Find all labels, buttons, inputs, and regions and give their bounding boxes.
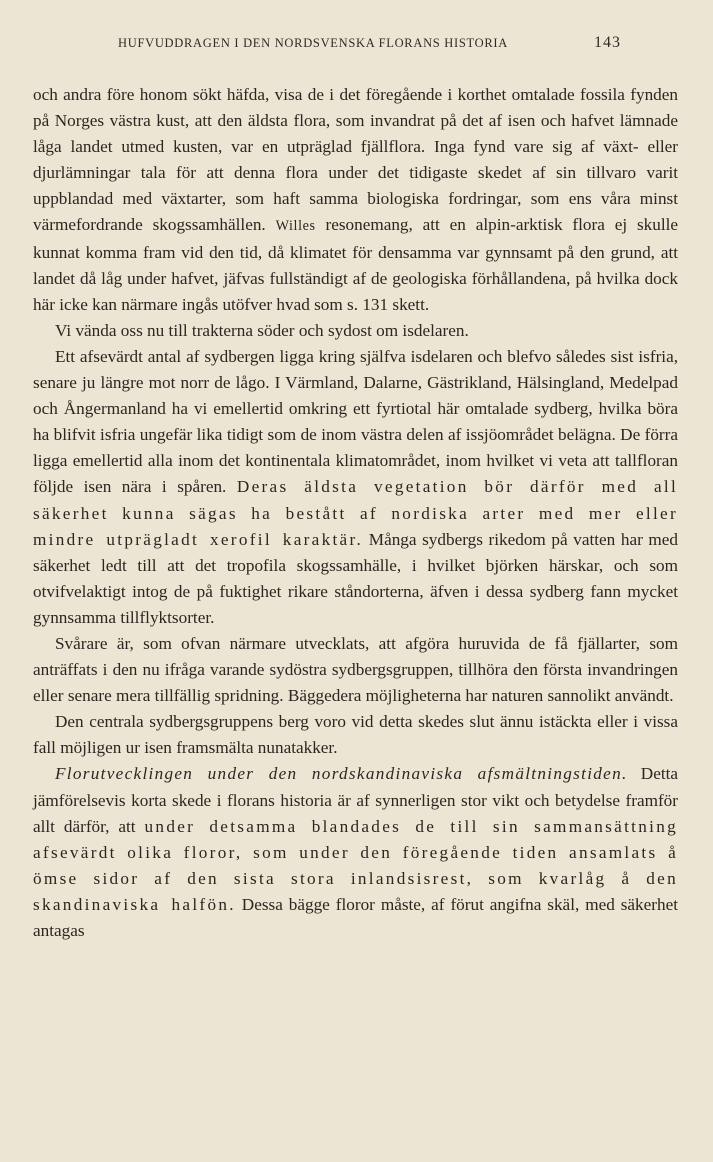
section-heading: Florutvecklingen under den nordskandinaviska afsmältningstiden. (55, 764, 628, 784)
paragraph-4: Svårare är, som ofvan närmare utvecklats, att afgöra huruvida de få fjällarter, som anträffats i den nu ifråga varande sydöstra sydbergsgruppen, tillhöra den första invandringen eller senare mera tillfällig spridning. Bäggedera möjligheterna har naturen sannolikt användt. (33, 633, 678, 706)
paragraph-6 (33, 761, 678, 944)
running-header (0, 36, 713, 56)
paragraph-6-part-b: Dessa bägge floror måste, af förut angifna skäl, med säkerhet antagas (33, 894, 678, 940)
paragraph-5: Den centrala sydbergsgruppens berg voro vid detta skedes slut ännu istäckta eller i vissa fall möjligen ur isen framsmälta nunatakker. (33, 712, 678, 758)
body-text (33, 82, 678, 944)
paragraph-1-part-b: resonemang, att en alpin-arktisk flora ej skulle kunnat komma fram vid den tid, då klimatet för densamma var gynnsamt på den grund, att landet då låg under hafvet, jäfvas fullständigt af de geologiska förhållandena, på hvilka dock här icke kan närmare ingås utöfver hvad som s. 131 skett. (33, 215, 679, 314)
paragraph-3 (33, 344, 678, 631)
paragraph-1 (33, 82, 678, 318)
running-title: HUFVUDDRAGEN I DEN NORDSVENSKA FLORANS HISTORIA (118, 36, 508, 50)
paragraph-6-part-a: Detta jämförelsevis korta skede i florans historia är af synnerligen stor vikt och betydelse framför allt därför, att (33, 764, 679, 836)
paragraph-3-part-b: Många sydbergs rikedom på vatten har med säkerhet ledt till att det tropofila skogssamhälle, i hvilket björken härskar, och som otvifvelaktigt intog de på fuktighet rikare ståndorterna, äfven i dessa sydberg fann mycket gynnsamma tillflyktsorter. (33, 529, 679, 627)
author-name-willes: Willes (275, 218, 316, 235)
page-number: 143 (594, 34, 621, 51)
paragraph-2: Vi vända oss nu till trakterna söder och sydost om isdelaren. (55, 320, 469, 340)
paragraph-1-part-a: och andra före honom sökt häfda, visa de i det föregående i korthet omtalade fossila fynden på Norges västra kust, att den äldsta flora, som invandrat på det af isen och hafvet lämnade låga landet utmed kusten, var en utpräglad fjällflora. Inga fynd vare sig af växt- eller djurlämningar tala för att denna flora under det tidigaste skedet af sin tillvaro varit uppblandad med växtarter, som haft samma biologiska fordringar, som ens våra minst värmefordrande skogssamhällen. (33, 85, 678, 235)
paragraph-3-part-a: Ett afsevärdt antal af sydbergen ligga kring själfva isdelaren och blefvo således sist isfria, senare ju längre mot norr de lågo. I Värmland, Dalarne, Gästrikland, Hälsingland, Medelpad och Ångermanland ha vi emellertid omkring ett fyrtiotal här omtalade sydberg, hvilka böra ha blifvit isfria ungefär lika tidigt som de inom västra delen af issjöområdet belägna. De förra ligga emellertid alla inom det kontinentala klimatområdet, inom hvilket vi veta att tallfloran följde isen nära i spåren. (33, 346, 678, 497)
paragraph-6-emphasis: under detsamma blandades de till sin sammansättning afsevärdt olika floror, som under den föregående tiden ansamlats å ömse sidor af den sista stora inlandsisrest, som kvarlåg å den skandinaviska halfön. (33, 816, 679, 914)
paragraph-3-emphasis: Deras äldsta vegetation bör därför med all säkerhet kunna sägas ha bestått af nordiska arter med mer eller mindre utprägladt xerofil karaktär. (33, 477, 679, 549)
